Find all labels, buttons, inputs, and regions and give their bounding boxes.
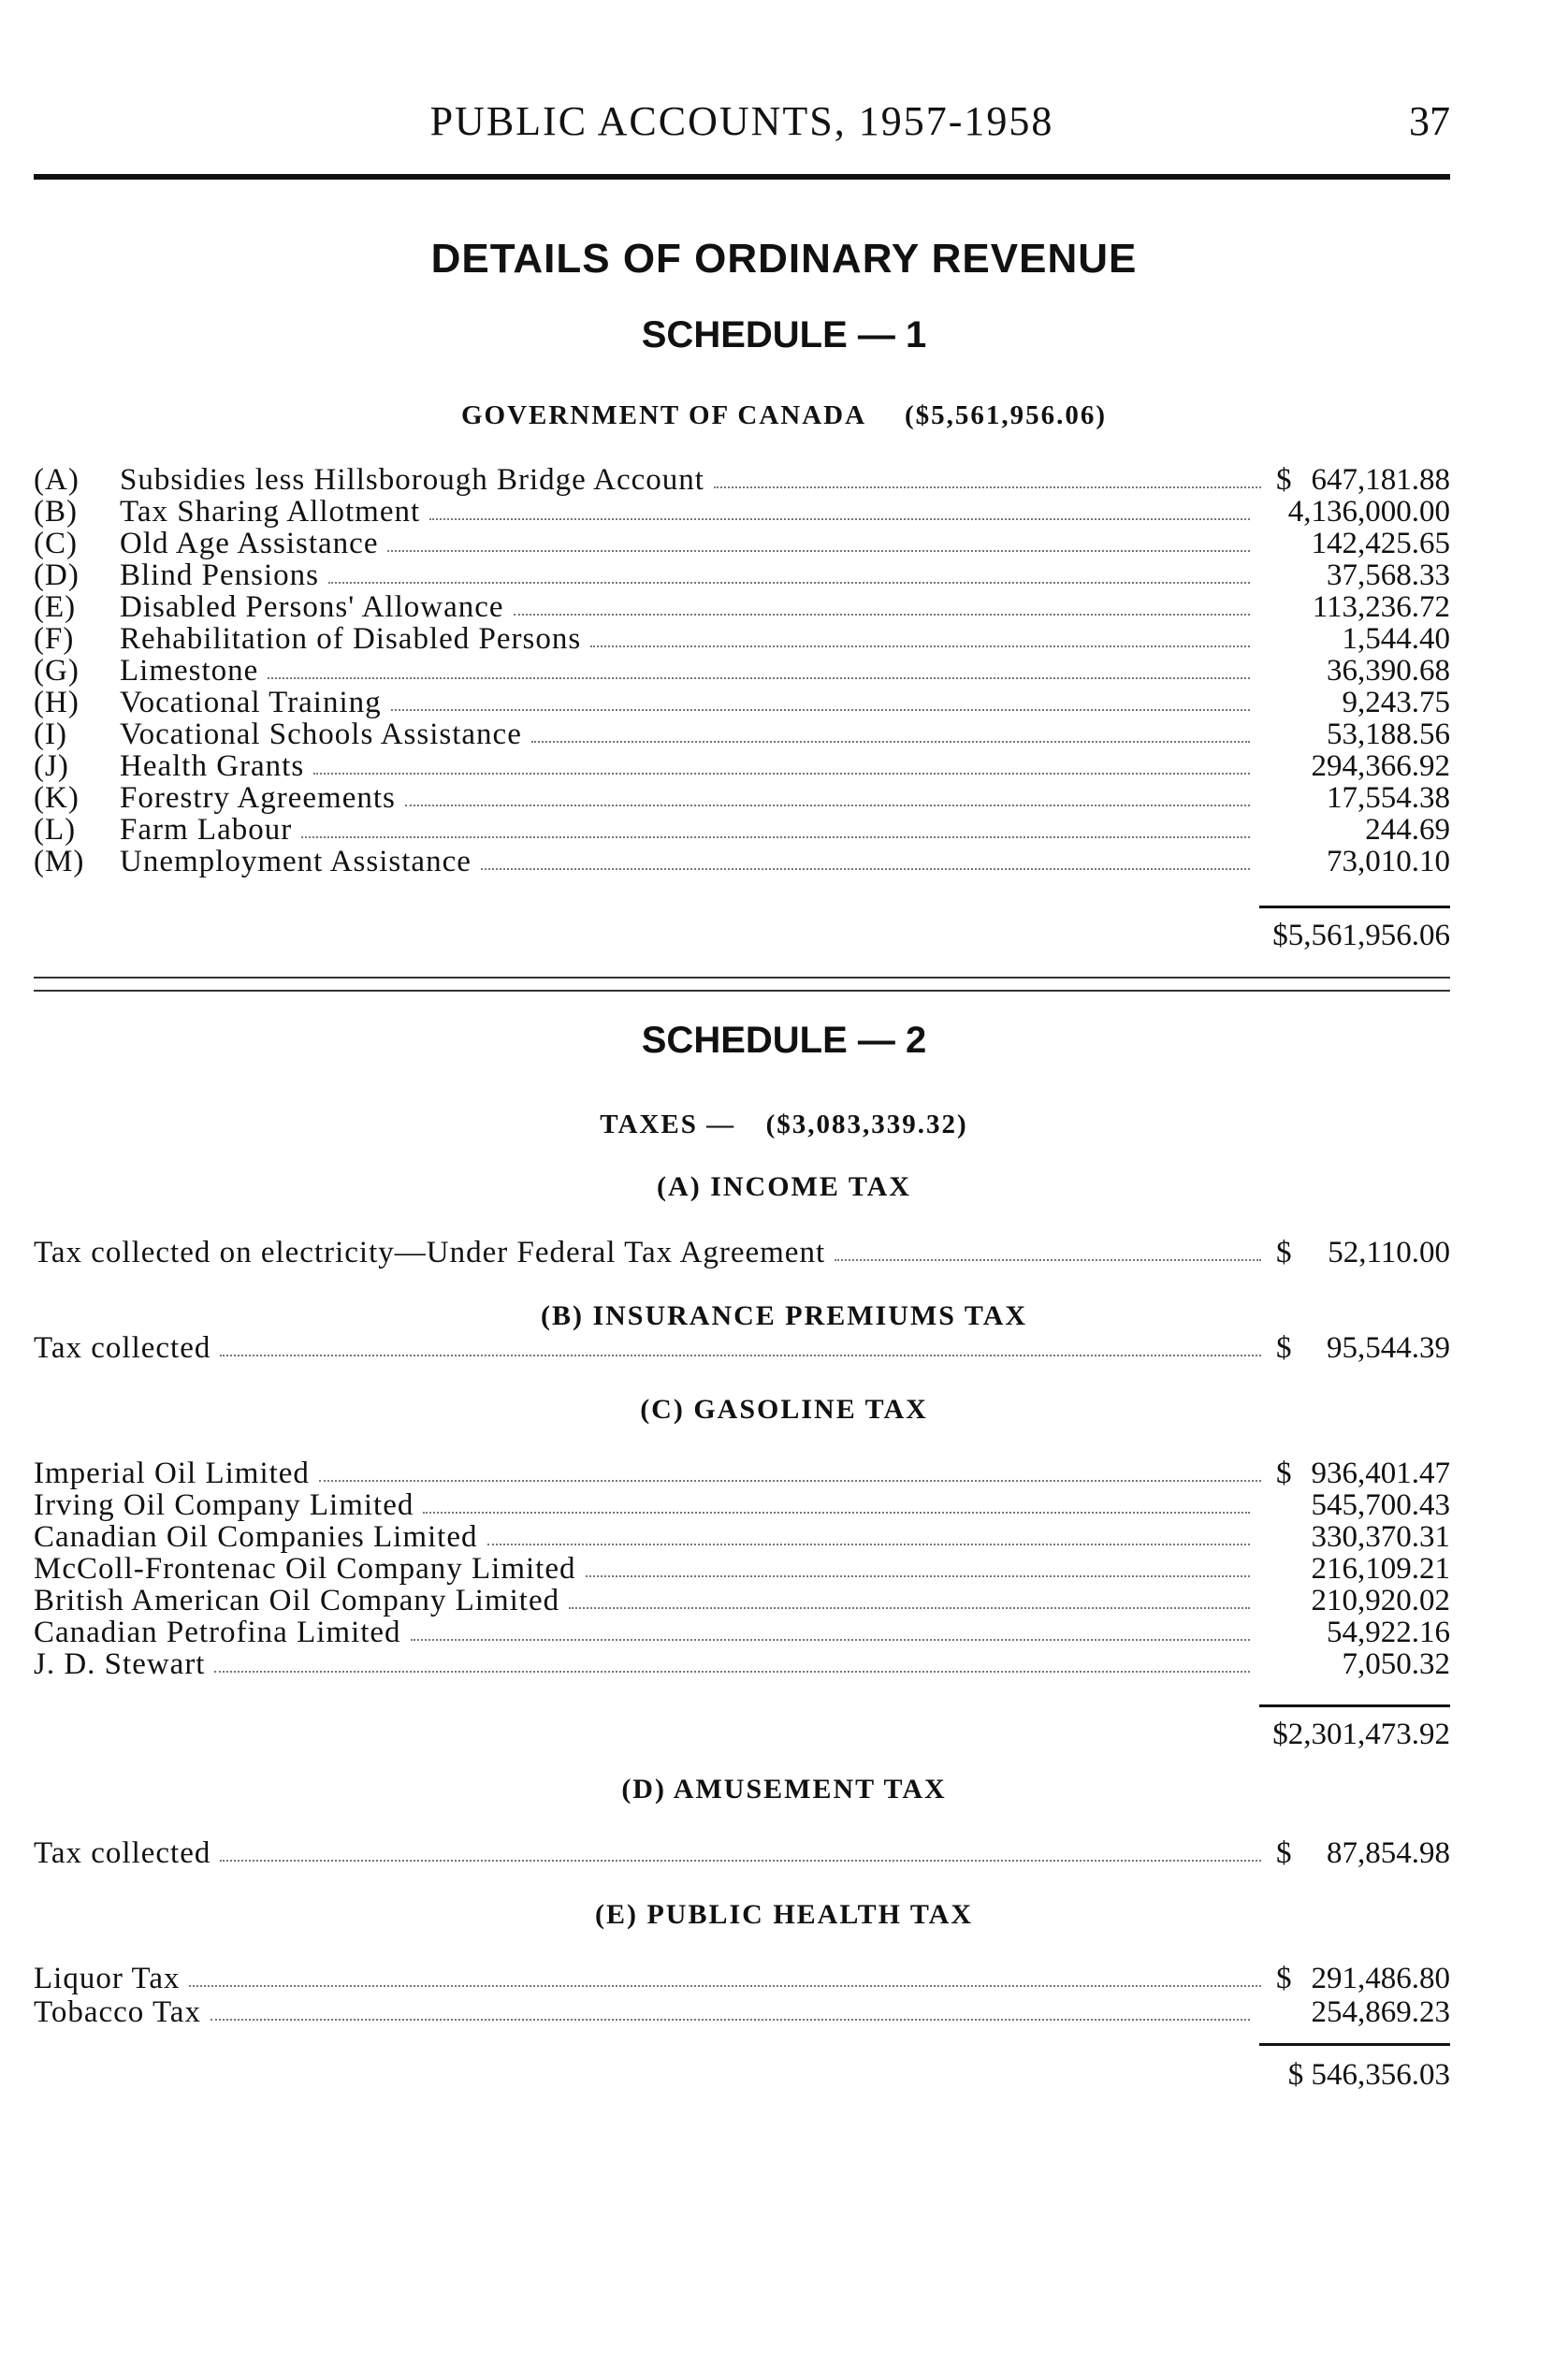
dot-leader (531, 741, 1250, 743)
revenue-row (34, 496, 1450, 528)
item-amount: 210,920.02 (1311, 1584, 1450, 1617)
dot-leader (328, 582, 1250, 584)
section-divider-bottom (34, 990, 1450, 992)
schedule-2-subheading-amount: ($3,083,339.32) (765, 1109, 968, 1139)
item-amount: 73,010.10 (1327, 845, 1450, 878)
schedule-2-heading: SCHEDULE — 2 (641, 1020, 927, 1061)
dollar-sign: $ (1276, 463, 1292, 497)
item-amount: 1,544.40 (1342, 622, 1450, 656)
schedule-1-total-rule (1259, 906, 1450, 908)
schedule-1-subheading-label: GOVERNMENT OF CANADA (460, 400, 865, 430)
revenue-row (34, 718, 1450, 750)
item-amount: 142,425.65 (1311, 527, 1450, 560)
dot-leader (429, 518, 1250, 520)
item-label: Canadian Petrofina Limited (34, 1616, 401, 1649)
revenue-row (34, 591, 1450, 623)
schedule-1-subheading (0, 400, 1568, 431)
header-rule (34, 174, 1450, 180)
item-amount: 52,110.00 (1328, 1236, 1450, 1269)
tax-row (34, 1963, 1450, 1994)
dot-leader (481, 868, 1250, 870)
public-health-tax-total-rule (1259, 2043, 1450, 2046)
dollar-sign: $ (1276, 1457, 1292, 1490)
dot-leader (319, 1480, 1261, 1482)
item-amount: 936,401.47 (1311, 1457, 1450, 1490)
revenue-row (34, 655, 1450, 687)
gasoline-tax-heading: (C) GASOLINE TAX (640, 1394, 928, 1425)
item-label: Vocational Training (120, 686, 382, 719)
item-label: Farm Labour (120, 813, 293, 847)
revenue-row (34, 750, 1450, 782)
revenue-row (34, 528, 1450, 559)
dollar-sign: $ (1276, 1962, 1292, 1995)
item-letter: (K) (34, 781, 80, 815)
item-label: Disabled Persons' Allowance (120, 590, 504, 624)
item-amount: 294,366.92 (1311, 749, 1450, 783)
item-letter: (L) (34, 813, 77, 847)
running-header (34, 97, 1450, 157)
dot-leader (387, 550, 1250, 552)
item-letter: (I) (34, 718, 67, 751)
item-label: Imperial Oil Limited (34, 1457, 310, 1490)
item-amount: 95,544.39 (1327, 1331, 1450, 1365)
item-letter: (A) (34, 463, 80, 497)
tax-row (34, 1648, 1450, 1680)
revenue-row (34, 464, 1450, 496)
item-amount: 36,390.68 (1327, 654, 1450, 688)
item-letter: (J) (34, 749, 69, 783)
item-amount: 9,243.75 (1342, 686, 1450, 719)
item-label: Rehabilitation of Disabled Persons (120, 622, 582, 656)
item-label: Irving Oil Company Limited (34, 1488, 414, 1522)
item-label: Tobacco Tax (34, 1995, 201, 2029)
tax-row (34, 1489, 1450, 1521)
schedule-1-rows (34, 464, 1450, 885)
dot-leader (313, 773, 1250, 775)
item-amount: 4,136,000.00 (1287, 495, 1450, 529)
public-health-tax-total: $ 546,356.03 (1287, 2058, 1450, 2092)
item-label: Health Grants (120, 749, 305, 783)
dot-leader (391, 709, 1250, 711)
item-amount: 254,869.23 (1311, 1995, 1450, 2029)
item-letter: (M) (34, 845, 85, 878)
income-tax-rows (34, 1237, 1450, 1274)
item-amount: 244.69 (1365, 813, 1450, 847)
item-label: Unemployment Assistance (120, 845, 472, 878)
public-health-tax-rows (34, 1963, 1450, 2034)
item-label: Limestone (120, 654, 259, 688)
dot-leader (411, 1639, 1250, 1641)
tax-row (34, 1521, 1450, 1553)
item-label: McColl-Frontenac Oil Company Limited (34, 1552, 576, 1586)
gasoline-tax-total: $2,301,473.92 (1272, 1718, 1450, 1751)
item-amount: 330,370.31 (1311, 1520, 1450, 1554)
item-label: Subsidies less Hillsborough Bridge Account (120, 463, 704, 497)
schedule-2-subheading (0, 1109, 1568, 1140)
tax-row (34, 1553, 1450, 1585)
dot-leader (189, 1985, 1261, 1987)
revenue-row (34, 623, 1450, 655)
item-label: Tax Sharing Allotment (120, 495, 421, 529)
page-number: 37 (1409, 98, 1450, 144)
item-label: Tax collected (34, 1836, 211, 1870)
schedule-1-subheading-amount: ($5,561,956.06) (904, 400, 1108, 430)
item-letter: (G) (34, 654, 80, 688)
revenue-row (34, 814, 1450, 846)
revenue-row (34, 782, 1450, 814)
tax-row (34, 1332, 1450, 1364)
item-amount: 53,188.56 (1327, 718, 1450, 751)
gasoline-tax-total-rule (1259, 1704, 1450, 1707)
item-amount: 7,050.32 (1342, 1647, 1450, 1681)
dot-leader (586, 1575, 1250, 1577)
item-label: British American Oil Company Limited (34, 1584, 560, 1617)
item-amount: 87,854.98 (1327, 1836, 1450, 1870)
dot-leader (301, 836, 1250, 838)
item-label: Blind Pensions (120, 558, 319, 592)
insurance-tax-heading: (B) INSURANCE PREMIUMS TAX (540, 1300, 1028, 1331)
dot-leader (405, 805, 1250, 806)
dot-leader (569, 1607, 1250, 1609)
item-letter: (D) (34, 558, 80, 592)
item-label: Tax collected on electricity—Under Federal Tax Agreement (34, 1236, 826, 1269)
tax-row (34, 1617, 1450, 1648)
item-letter: (E) (34, 590, 77, 624)
dot-leader (423, 1512, 1250, 1514)
revenue-row (34, 559, 1450, 591)
income-tax-heading: (A) INCOME TAX (657, 1171, 911, 1202)
item-amount: 216,109.21 (1311, 1552, 1450, 1586)
item-letter: (H) (34, 686, 80, 719)
amusement-tax-heading: (D) AMUSEMENT TAX (621, 1774, 947, 1805)
item-label: Tax collected (34, 1331, 211, 1365)
tax-row (34, 1237, 1450, 1269)
item-letter: (C) (34, 527, 78, 560)
schedule-1-total: $5,561,956.06 (1272, 919, 1450, 952)
item-amount: 54,922.16 (1327, 1616, 1450, 1649)
item-amount: 17,554.38 (1327, 781, 1450, 815)
gasoline-tax-rows (34, 1457, 1450, 1691)
item-amount: 37,568.33 (1327, 558, 1450, 592)
tax-row (34, 1457, 1450, 1489)
item-label: Liquor Tax (34, 1962, 181, 1995)
item-label: J. D. Stewart (34, 1647, 206, 1681)
dot-leader (214, 1671, 1250, 1673)
insurance-tax-rows (34, 1332, 1450, 1370)
dot-leader (211, 2019, 1250, 2021)
dot-leader (590, 645, 1250, 647)
item-label: Vocational Schools Assistance (120, 718, 522, 751)
dot-leader (714, 486, 1261, 488)
dot-leader (835, 1259, 1261, 1261)
item-label: Old Age Assistance (120, 527, 379, 560)
dollar-sign: $ (1276, 1236, 1292, 1269)
tax-row (34, 1837, 1450, 1869)
dot-leader (268, 677, 1250, 679)
tax-row (34, 1996, 1450, 2028)
dot-leader (220, 1355, 1261, 1356)
dot-leader (220, 1860, 1261, 1862)
dot-leader (514, 614, 1250, 616)
schedule-1-heading: SCHEDULE — 1 (641, 314, 927, 355)
schedule-2-subheading-label: TAXES — (600, 1109, 736, 1139)
revenue-row (34, 687, 1450, 718)
running-title: PUBLIC ACCOUNTS, 1957-1958 (429, 98, 1054, 144)
item-letter: (F) (34, 622, 75, 656)
tax-row (34, 1585, 1450, 1617)
main-title: DETAILS OF ORDINARY REVENUE (430, 236, 1138, 282)
amusement-tax-rows (34, 1837, 1450, 1875)
revenue-row (34, 846, 1450, 877)
section-divider-top (34, 977, 1450, 979)
item-label: Canadian Oil Companies Limited (34, 1520, 478, 1554)
dollar-sign: $ (1276, 1331, 1292, 1365)
item-label: Forestry Agreements (120, 781, 396, 815)
item-amount: 545,700.43 (1311, 1488, 1450, 1522)
dot-leader (487, 1544, 1250, 1545)
item-letter: (B) (34, 495, 78, 529)
item-amount: 113,236.72 (1312, 590, 1450, 624)
item-amount: 647,181.88 (1311, 463, 1450, 497)
public-health-tax-heading: (E) PUBLIC HEALTH TAX (594, 1899, 974, 1930)
item-amount: 291,486.80 (1311, 1962, 1450, 1995)
dollar-sign: $ (1276, 1836, 1292, 1870)
